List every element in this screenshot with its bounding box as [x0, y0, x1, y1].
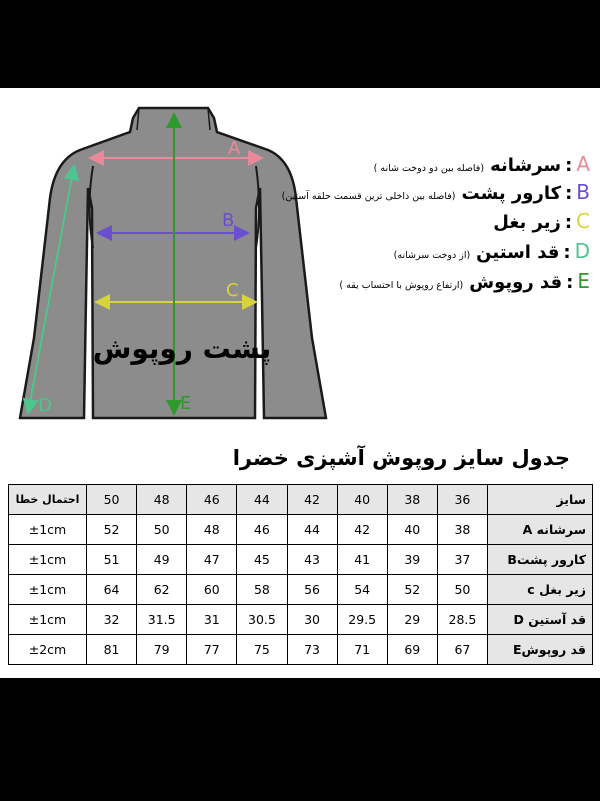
- table-row: [9, 575, 593, 605]
- table-cell: 42: [337, 515, 387, 545]
- table-cell: 28.5: [437, 605, 487, 635]
- label-b: B: [222, 210, 235, 231]
- size-col-header: 42: [287, 485, 337, 515]
- legend-item-b: B:کارور پشت(فاصله بین داخلی ترین قسمت حلقه آستین): [281, 180, 590, 204]
- table-cell: 45: [237, 545, 287, 575]
- table-cell: 50: [137, 515, 187, 545]
- table-cell: 60: [187, 575, 237, 605]
- legend-note: (فاصله بین داخلی ترین قسمت حلقه آستین): [281, 191, 456, 202]
- table-cell: 47: [187, 545, 237, 575]
- size-col-header: 44: [237, 485, 287, 515]
- table-cell: 79: [137, 635, 187, 665]
- table-cell: 31.5: [137, 605, 187, 635]
- label-c: C: [226, 280, 239, 301]
- table-row: [9, 515, 593, 545]
- table-cell: 37: [437, 545, 487, 575]
- garment-label: پشت روپوش: [92, 332, 272, 365]
- legend-note: (از دوخت سرشانه): [393, 250, 471, 261]
- legend-note: (فاصله بین دو دوخت شانه ): [373, 163, 485, 174]
- legend-name: کارور پشت: [461, 183, 562, 204]
- row-label: زیر بغل c: [488, 575, 593, 605]
- table-cell: 58: [237, 575, 287, 605]
- tolerance-cell: ±2cm: [9, 635, 87, 665]
- table-row: [9, 635, 593, 665]
- table-cell: 50: [437, 575, 487, 605]
- table-title: جدول سایز روپوش آشپزی خضرا: [232, 446, 570, 470]
- table-cell: 32: [87, 605, 137, 635]
- size-col-header: 50: [87, 485, 137, 515]
- row-label: کارور پشتB: [488, 545, 593, 575]
- legend-item-d: D:قد استین(از دوخت سرشانه): [393, 239, 590, 263]
- tolerance-cell: ±1cm: [9, 515, 87, 545]
- size-col-header: 38: [387, 485, 437, 515]
- table-header-row: [9, 485, 593, 515]
- table-cell: 44: [287, 515, 337, 545]
- size-col-header: 46: [187, 485, 237, 515]
- table-cell: 29.5: [337, 605, 387, 635]
- legend-letter: E: [577, 269, 590, 293]
- label-a: A: [228, 138, 241, 159]
- legend-name: قد استین: [476, 242, 560, 263]
- table-cell: 30.5: [237, 605, 287, 635]
- label-e: E: [180, 393, 192, 414]
- legend-letter: D: [574, 239, 590, 263]
- table-cell: 43: [287, 545, 337, 575]
- legend-name: قد روپوش: [469, 272, 563, 293]
- table-row: [9, 545, 593, 575]
- legend-letter: A: [576, 152, 590, 176]
- size-table: [8, 484, 593, 665]
- table-row: [9, 605, 593, 635]
- legend-name: زیر بغل: [493, 212, 561, 233]
- table-cell: 62: [137, 575, 187, 605]
- table-cell: 48: [187, 515, 237, 545]
- table-cell: 81: [87, 635, 137, 665]
- table-cell: 71: [337, 635, 387, 665]
- tolerance-cell: ±1cm: [9, 575, 87, 605]
- table-cell: 30: [287, 605, 337, 635]
- legend-note: (ارتفاع روپوش با احتساب یقه ): [339, 280, 464, 291]
- tolerance-cell: ±1cm: [9, 545, 87, 575]
- size-header-label: سایز: [488, 485, 593, 515]
- size-col-header: 40: [337, 485, 387, 515]
- table-cell: 77: [187, 635, 237, 665]
- table-cell: 67: [437, 635, 487, 665]
- legend-item-e: E:قد روپوش(ارتفاع روپوش با احتساب یقه ): [339, 269, 590, 293]
- row-label: سرشانه A: [488, 515, 593, 545]
- legend-letter: C: [576, 209, 590, 233]
- table-cell: 39: [387, 545, 437, 575]
- table-cell: 69: [387, 635, 437, 665]
- table-cell: 31: [187, 605, 237, 635]
- table-cell: 56: [287, 575, 337, 605]
- label-d: D: [38, 395, 52, 416]
- table-cell: 51: [87, 545, 137, 575]
- legend-letter: B: [576, 180, 590, 204]
- table-cell: 40: [387, 515, 437, 545]
- size-col-header: 36: [437, 485, 487, 515]
- tolerance-cell: ±1cm: [9, 605, 87, 635]
- table-cell: 29: [387, 605, 437, 635]
- table-cell: 41: [337, 545, 387, 575]
- legend-item-a: A:سرشانه(فاصله بین دو دوخت شانه ): [373, 152, 590, 176]
- table-cell: 46: [237, 515, 287, 545]
- table-cell: 52: [387, 575, 437, 605]
- table-cell: 38: [437, 515, 487, 545]
- table-cell: 64: [87, 575, 137, 605]
- table-cell: 49: [137, 545, 187, 575]
- table-cell: 75: [237, 635, 287, 665]
- table-cell: 73: [287, 635, 337, 665]
- tolerance-header: احتمال خطا: [9, 485, 87, 515]
- row-label: قد روپوشE: [488, 635, 593, 665]
- size-col-header: 48: [137, 485, 187, 515]
- table-cell: 52: [87, 515, 137, 545]
- legend-item-c: C:زیر بغل: [493, 209, 590, 233]
- legend-name: سرشانه: [490, 155, 562, 176]
- row-label: قد آستین D: [488, 605, 593, 635]
- table-cell: 54: [337, 575, 387, 605]
